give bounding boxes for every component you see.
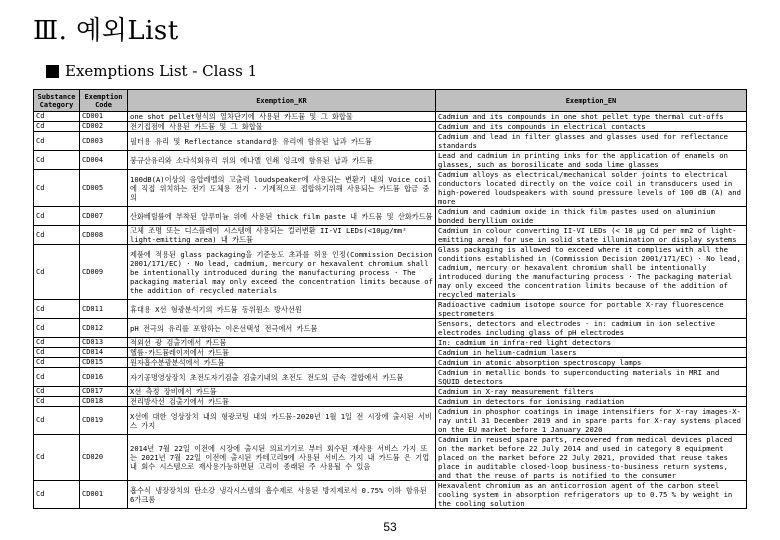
exemption-kr-cell: 헬륨-카드뮴레이저에서 카드뮴: [128, 348, 436, 358]
table-row: [34, 170, 747, 207]
substance-category-cell: Cd: [34, 387, 80, 397]
subtitle-text: Exemptions List - Class 1: [65, 62, 258, 80]
exemption-code-cell: CD005: [80, 170, 128, 207]
exemption-code-cell: CD004: [80, 151, 128, 170]
table-row: [34, 338, 747, 348]
exemption-en-cell: Cadmium in reused spare parts, recovered from medical devices placed on the market before 22 July 2014 and used in category 8 equipment placed on the market before 22 July 2021, provided that reuse takes place in auditable closed-loop business-to-business return systems, and that the reuse of parts is notified to the consumer: [436, 435, 747, 481]
exemption-kr-cell: 제품에 적용된 glass packaging을 기준농도 초과를 허용 인정(Commission Decision 2001/171/EC) · No lead, cadmium, mercury or hexavalent chromium shall be intentionally introduced during the manufacturing process · The packaging material may only exceed the concentration limits because of the addition of recycled materials: [128, 245, 436, 300]
exemption-code-cell: CD018: [80, 397, 128, 407]
exemption-kr-cell: X선에 대한 영상장치 내의 형광코팅 내의 카드뮴-2020년 1월 1일 전 시장에 출시된 서비스 가지: [128, 407, 436, 435]
table-row: [34, 151, 747, 170]
substance-category-cell: Cd: [34, 358, 80, 368]
header-exemption-kr: Exemption_KR: [128, 90, 436, 112]
exemption-kr-cell: 전기접점에 사용된 카드뮴 및 그 화합물: [128, 122, 436, 132]
exemption-kr-cell: 필터용 유리 및 Reflectance standard용 유리에 함유된 납과 카드뮴: [128, 132, 436, 151]
exemption-kr-cell: 붕규산유리와 소다석회유리 위의 에나멜 인쇄 잉크에 함유된 납과 카드뮴: [128, 151, 436, 170]
exemption-en-cell: Sensors, detectors and electrodes - in: cadmium in ion selective electrodes including glass of pH electrodes: [436, 319, 747, 338]
exemption-code-cell: CD014: [80, 348, 128, 358]
exemption-en-cell: Cadmium in metallic bonds to superconducting materials in MRI and SQUID detectors: [436, 368, 747, 387]
substance-category-cell: Cd: [34, 170, 80, 207]
header-substance-category: Substance Category: [34, 90, 80, 112]
table-row: [34, 112, 747, 122]
table-row: [34, 397, 747, 407]
exemption-en-cell: Lead and cadmium in printing inks for the application of enamels on glasses, such as borosilicate and soda lime glasses: [436, 151, 747, 170]
exemption-en-cell: Cadmium and cadmium oxide in thick film pastes used on aluminium bonded beryllium oxide: [436, 207, 747, 226]
exemption-code-cell: CD019: [80, 407, 128, 435]
exemption-en-cell: Radioactive cadmium isotope source for portable X-ray fluorescence spectrometers: [436, 300, 747, 319]
table-row: [34, 358, 747, 368]
exemption-code-cell: CD013: [80, 338, 128, 348]
exemption-code-cell: CD016: [80, 368, 128, 387]
exemption-code-cell: CD011: [80, 300, 128, 319]
exemption-code-cell: CD008: [80, 226, 128, 245]
exemption-kr-cell: 원자흡수분광분석에서 카드뮴: [128, 358, 436, 368]
exemptions-table: [33, 89, 747, 509]
exemption-kr-cell: 흡수식 냉장장치의 탄소강 냉각시스템의 흡수제로 사용된 방지제로서 0.75% 이하 함유된 6가크롬: [128, 481, 436, 509]
exemption-kr-cell: 자기공명영상장치 초전도자기검출 검출기내의 초전도 전도의 금속 결합에서 카드뮴: [128, 368, 436, 387]
substance-category-cell: Cd: [34, 122, 80, 132]
exemption-en-cell: In: cadmium in infra-red light detectors: [436, 338, 747, 348]
exemption-en-cell: Cadmium and lead in filter glasses and glasses used for reflectance standards: [436, 132, 747, 151]
square-bullet-icon: [46, 65, 59, 78]
subtitle: [46, 62, 257, 80]
header-exemption-en: Exemption_EN: [436, 90, 747, 112]
exemption-kr-cell: 휴대용 X선 형광분석기의 카드뮴 동위원소 방사선원: [128, 300, 436, 319]
exemption-kr-cell: 고체 조명 또는 디스플레이 시스템에 사용되는 컬러변환 II-VI LEDs(<10μg/mm² light-emitting area) 내 카드뮴: [128, 226, 436, 245]
exemption-en-cell: Cadmium in phosphor coatings in image intensifiers for X-ray images-X-ray until 31 December 2019 and in spare parts for X-ray systems placed on the EU market before 1 January 2020: [436, 407, 747, 435]
substance-category-cell: Cd: [34, 338, 80, 348]
table-row: [34, 435, 747, 481]
substance-category-cell: Cd: [34, 319, 80, 338]
table-row: [34, 207, 747, 226]
exemption-code-cell: CD007: [80, 207, 128, 226]
page-title: Ⅲ. 예외List: [33, 16, 179, 46]
exemption-en-cell: Cadmium in helium-cadmium lasers: [436, 348, 747, 358]
table-row: [34, 348, 747, 358]
exemption-code-cell: CD015: [80, 358, 128, 368]
exemption-en-cell: Cadmium alloys as electrical/mechanical solder joints to electrical conductors located directly on the voice coil in transducers used in high-powered loudspeakers with sound pressure levels of 100 dB (A) and more: [436, 170, 747, 207]
exemption-kr-cell: 산화베릴륨에 부착된 알루미늄 위에 사용된 thick film paste 내 카드뮴 및 산화카드뮴: [128, 207, 436, 226]
substance-category-cell: Cd: [34, 368, 80, 387]
substance-category-cell: Cd: [34, 245, 80, 300]
exemption-en-cell: Cadmium and its compounds in electrical contacts: [436, 122, 747, 132]
table-row: [34, 132, 747, 151]
table-row: [34, 407, 747, 435]
substance-category-cell: Cd: [34, 151, 80, 170]
exemption-en-cell: Cadmium in X-ray measurement filters: [436, 387, 747, 397]
header-exemption-code: Exemption Code: [80, 90, 128, 112]
exemption-code-cell: CD009: [80, 245, 128, 300]
exemption-en-cell: Cadmium in detectors for ionising radiation: [436, 397, 747, 407]
table-row: [34, 387, 747, 397]
table-row: [34, 300, 747, 319]
exemption-code-cell: CD012: [80, 319, 128, 338]
substance-category-cell: Cd: [34, 397, 80, 407]
exemption-code-cell: CD003: [80, 132, 128, 151]
exemption-code-cell: CD001: [80, 112, 128, 122]
substance-category-cell: Cd: [34, 226, 80, 245]
exemptions-table-container: [33, 89, 746, 509]
substance-category-cell: Cd: [34, 407, 80, 435]
exemption-en-cell: Cadmium in atomic absorption spectroscopy lamps: [436, 358, 747, 368]
exemption-kr-cell: X선 측정 장비에서 카드뮴: [128, 387, 436, 397]
exemption-en-cell: Hexavalent chromium as an anticorrosion agent of the carbon steel cooling system in absorption refrigerators up to 0.75 % by weight in the cooling solution: [436, 481, 747, 509]
exemption-en-cell: Cadmium in colour converting II-VI LEDs (< 10 μg Cd per mm2 of light-emitting area) for use in solid state illumination or display systems: [436, 226, 747, 245]
substance-category-cell: Cd: [34, 112, 80, 122]
substance-category-cell: Cd: [34, 348, 80, 358]
table-body: [34, 112, 747, 509]
exemption-code-cell: CD001: [80, 481, 128, 509]
table-row: [34, 122, 747, 132]
exemption-kr-cell: 전리방사선 검출기에서 카드뮴: [128, 397, 436, 407]
exemption-kr-cell: pH 전극의 유리를 포함하는 이온선택성 전극에서 카드뮴: [128, 319, 436, 338]
exemption-kr-cell: 2014년 7월 22일 이전에 시장에 출시된 의료기기로 부터 회수된 재사용 서비스 가지 또는 2021년 7월 22일 이전에 출시된 카테고리9에 사용된 서비스 가지 내 카드뮴 은 기업내 회수 시스템으로 재사용가능하면된 고리이 종래된 주 사용될 수 있음: [128, 435, 436, 481]
table-row: [34, 319, 747, 338]
page-number: 53: [383, 520, 397, 534]
table-row: [34, 368, 747, 387]
exemption-kr-cell: 적외선 광 검출기에서 카드뮴: [128, 338, 436, 348]
exemption-en-cell: Glass packaging is allowed to exceed where it complies with all the conditions established in (Commission Decision 2001/171/EC) · No lead, cadmium, mercury or hexavalent chromium shall be intentionally introduced during the manufacturing process · The packaging material may only exceed the concentration limits because of the addition of recycled materials: [436, 245, 747, 300]
substance-category-cell: Cd: [34, 300, 80, 319]
exemption-code-cell: CD002: [80, 122, 128, 132]
table-header-row: [34, 90, 747, 112]
substance-category-cell: Cd: [34, 207, 80, 226]
exemption-kr-cell: one shot pellet형식의 열차단기에 사용된 카드뮴 및 그 화합물: [128, 112, 436, 122]
exemption-kr-cell: 100dB(A)이상의 음압레벨의 고출력 loudspeaker에 사용되는 변환기 내의 Voice coil에 직접 위치하는 전기 도체용 전기 · 기계적으로 접합하기위해 사용되는 카드뮴 합금 중의: [128, 170, 436, 207]
table-row: [34, 481, 747, 509]
substance-category-cell: Cd: [34, 481, 80, 509]
table-row: [34, 226, 747, 245]
substance-category-cell: Cd: [34, 132, 80, 151]
exemption-code-cell: CD020: [80, 435, 128, 481]
table-row: [34, 245, 747, 300]
substance-category-cell: Cd: [34, 435, 80, 481]
exemption-en-cell: Cadmium and its compounds in one shot pellet type thermal cut-offs: [436, 112, 747, 122]
exemption-code-cell: CD017: [80, 387, 128, 397]
